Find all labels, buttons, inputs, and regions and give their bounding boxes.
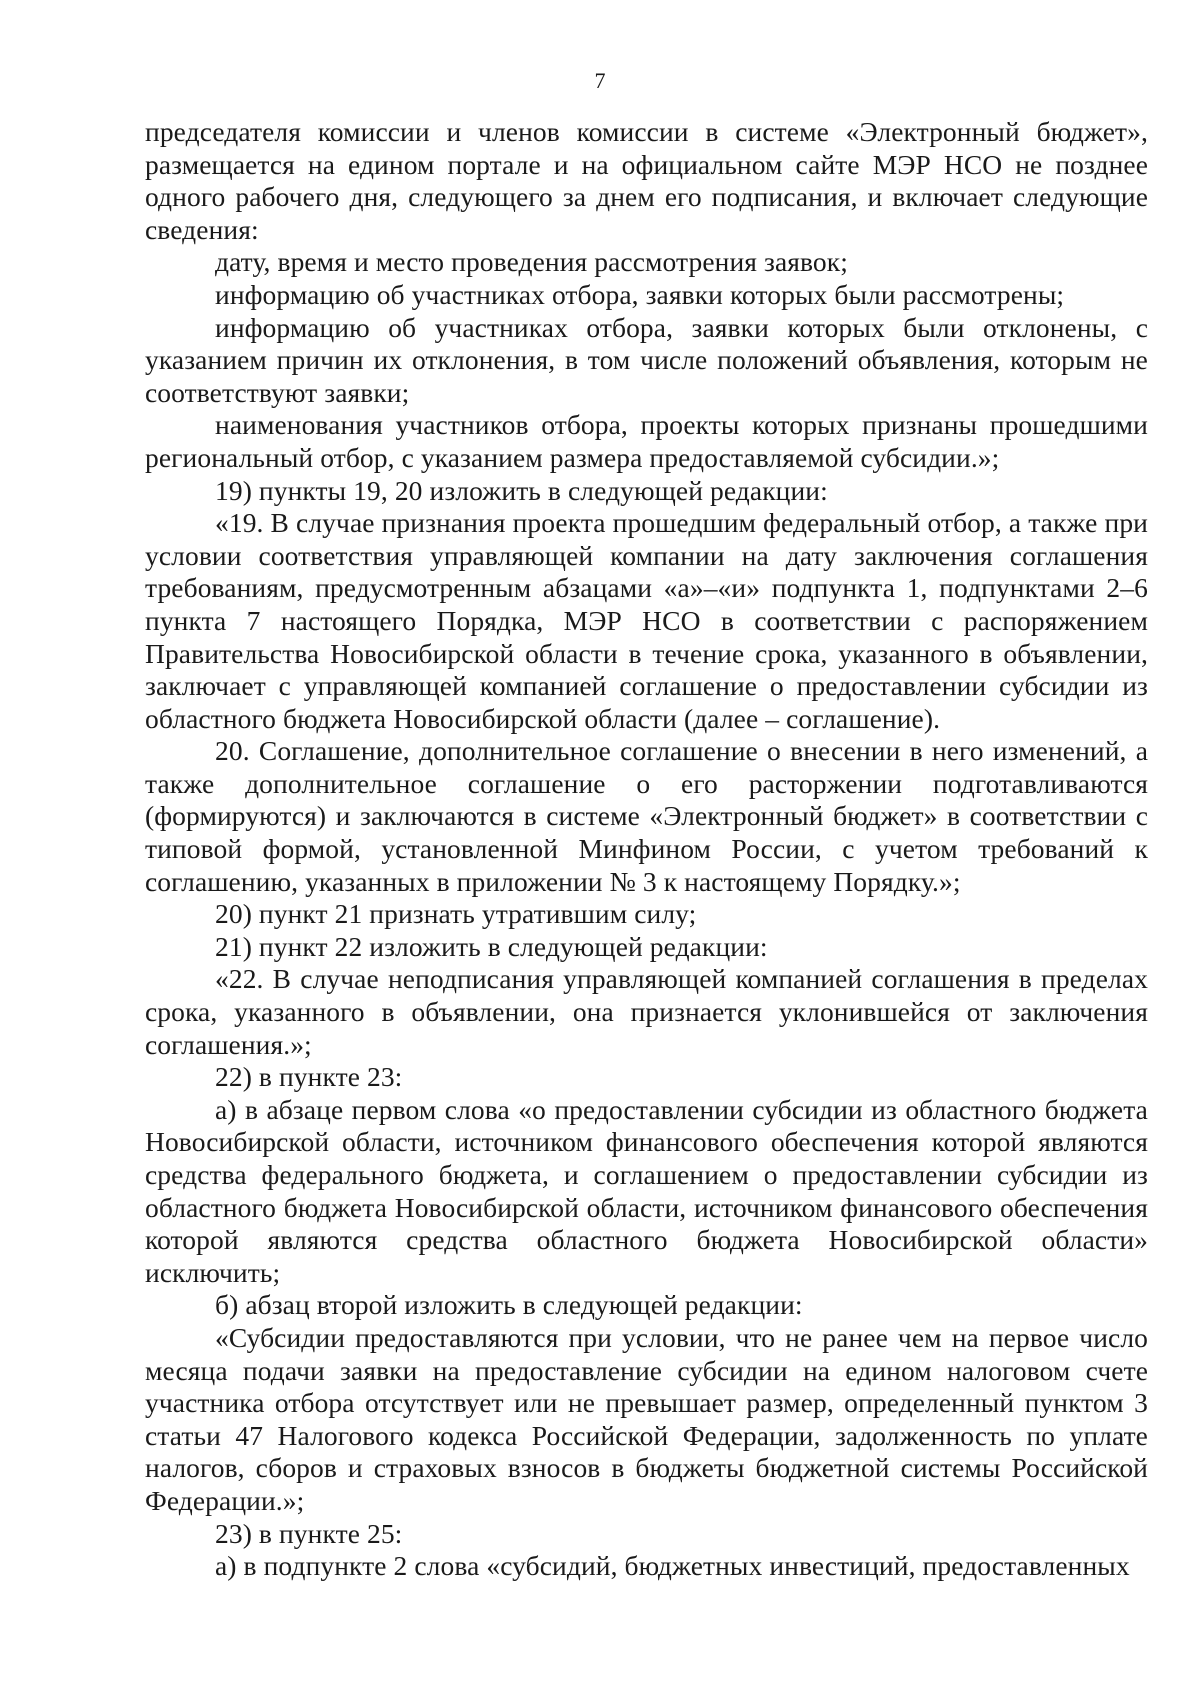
paragraph: 20) пункт 21 признать утратившим силу;	[215, 898, 697, 930]
paragraph: а) в абзаце первом слова «о предоставлении субсидии из областного бюджета Новосибирской области, источником финансового обеспечения которой являются средства федерального бюджета, и соглашением о предоставлении субсидии из областного бюджета Новосибирской области, источником финансового обеспечения которой являются средства областного бюджета Новосибирской области» исключить;	[145, 1093, 1148, 1288]
paragraph: 19) пункты 19, 20 изложить в следующей редакции:	[215, 474, 828, 506]
paragraph: 20. Соглашение, дополнительное соглашение о внесении в него изменений, а также дополнительное соглашение о его расторжении подготавливаются (формируются) и заключаются в системе «Электронный бюджет» в соответствии с типовой формой, установленной Минфином России, с учетом требований к соглашению, указанных в приложении № 3 к настоящему Порядку.»;	[145, 735, 1148, 897]
paragraph: 23) в пункте 25:	[215, 1517, 403, 1549]
paragraph: б) абзац второй изложить в следующей редакции:	[215, 1289, 803, 1321]
paragraph: 21) пункт 22 изложить в следующей редакции:	[215, 930, 768, 962]
document-body	[145, 116, 1148, 1583]
paragraph: «Субсидии предоставляются при условии, что не ранее чем на первое число месяца подачи заявки на предоставление субсидии на едином налоговом счете участника отбора отсутствует или не превышает размер, определенный пунктом 3 статьи 47 Налогового кодекса Российской Федерации, задолженность по уплате налогов, сборов и страховых взносов в бюджеты бюджетной системы Российской Федерации.»;	[145, 1321, 1148, 1516]
paragraph: 22) в пункте 23:	[215, 1061, 403, 1093]
paragraph: председателя комиссии и членов комиссии в системе «Электронный бюджет», размещается на едином портале и на официальном сайте МЭР НСО не позднее одного рабочего дня, следующего за днем его подписания, и включает следующие сведения:	[145, 116, 1148, 245]
paragraph: информацию об участниках отбора, заявки которых были отклонены, с указанием причин их отклонения, в том числе положений объявления, которым не соответствуют заявки;	[145, 311, 1148, 408]
paragraph: дату, время и место проведения рассмотрения заявок;	[215, 246, 848, 278]
paragraph: «22. В случае неподписания управляющей компанией соглашения в пределах срока, указанного в объявлении, она признается уклонившейся от заключения соглашения.»;	[145, 963, 1148, 1060]
paragraph: наименования участников отбора, проекты которых признаны прошедшими региональный отбор, с указанием размера предоставляемой субсидии.»;	[145, 409, 1148, 473]
page-number: 7	[594, 68, 606, 93]
paragraph: информацию об участниках отбора, заявки которых были рассмотрены;	[215, 278, 1065, 310]
paragraph: а) в подпункте 2 слова «субсидий, бюджетных инвестиций, предоставленных	[215, 1550, 1130, 1582]
paragraph: «19. В случае признания проекта прошедшим федеральный отбор, а также при условии соответствия управляющей компании на дату заключения соглашения требованиям, предусмотренным абзацами «а»–«и» подпункта 1, подпунктами 2–6 пункта 7 настоящего Порядка, МЭР НСО в соответствии с распоряжением Правительства Новосибирской области в течение срока, указанного в объявлении, заключает с управляющей компанией соглашение о предоставлении субсидии из областного бюджета Новосибирской области (далее – соглашение).	[145, 507, 1148, 734]
